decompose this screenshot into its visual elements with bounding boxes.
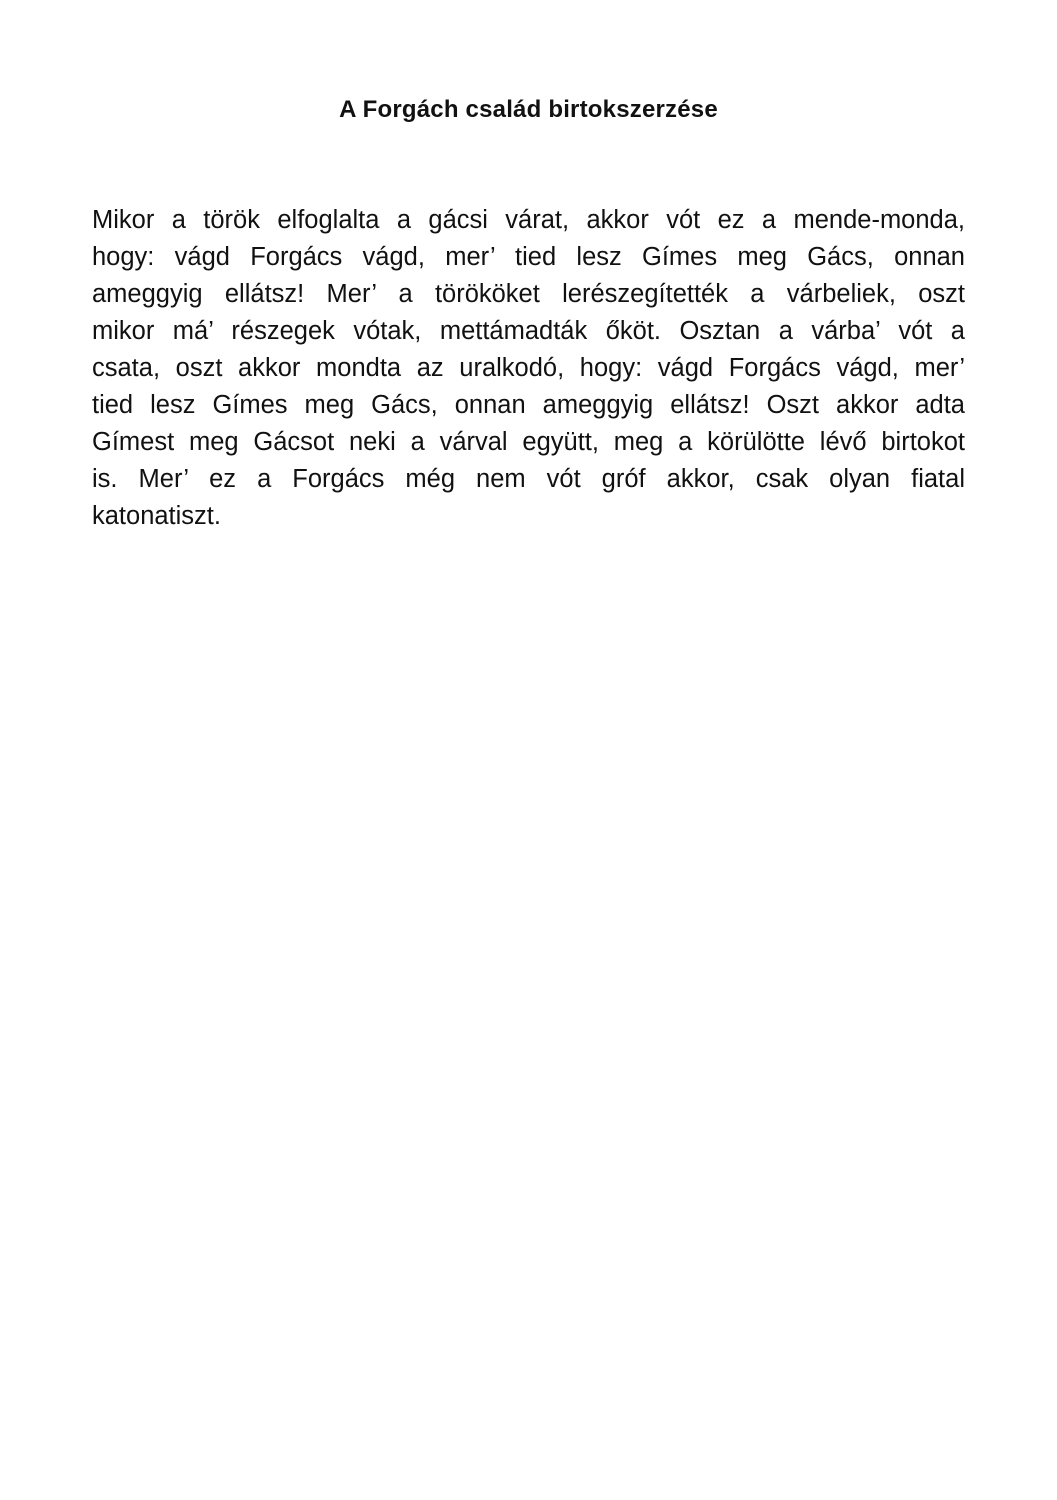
paragraph-line: katonatiszt. [92,502,221,530]
paragraph-line: is. Mer’ ez a Forgács még nem vót gróf akkor, csak olyan fiatal [92,465,965,493]
document-body-paragraph [92,202,965,535]
paragraph-line: mikor má’ részegek vótak, mettámadták őköt. Osztan a várba’ vót a [92,317,965,345]
paragraph-line: Gímest meg Gácsot neki a várval együtt, meg a körülötte lévő birtokot [92,428,965,456]
paragraph-line: csata, oszt akkor mondta az uralkodó, hogy: vágd Forgács vágd, mer’ [92,354,965,382]
paragraph-line: tied lesz Gímes meg Gács, onnan ameggyig ellátsz! Oszt akkor adta [92,391,965,419]
document-title: A Forgách család birtokszerzése [339,96,718,123]
paragraph-line: hogy: vágd Forgács vágd, mer’ tied lesz Gímes meg Gács, onnan [92,243,965,271]
paragraph-line: ameggyig ellátsz! Mer’ a törököket lerészegítették a várbeliek, oszt [92,280,965,308]
paragraph-line: Mikor a török elfoglalta a gácsi várat, akkor vót ez a mende-monda, [92,206,965,234]
